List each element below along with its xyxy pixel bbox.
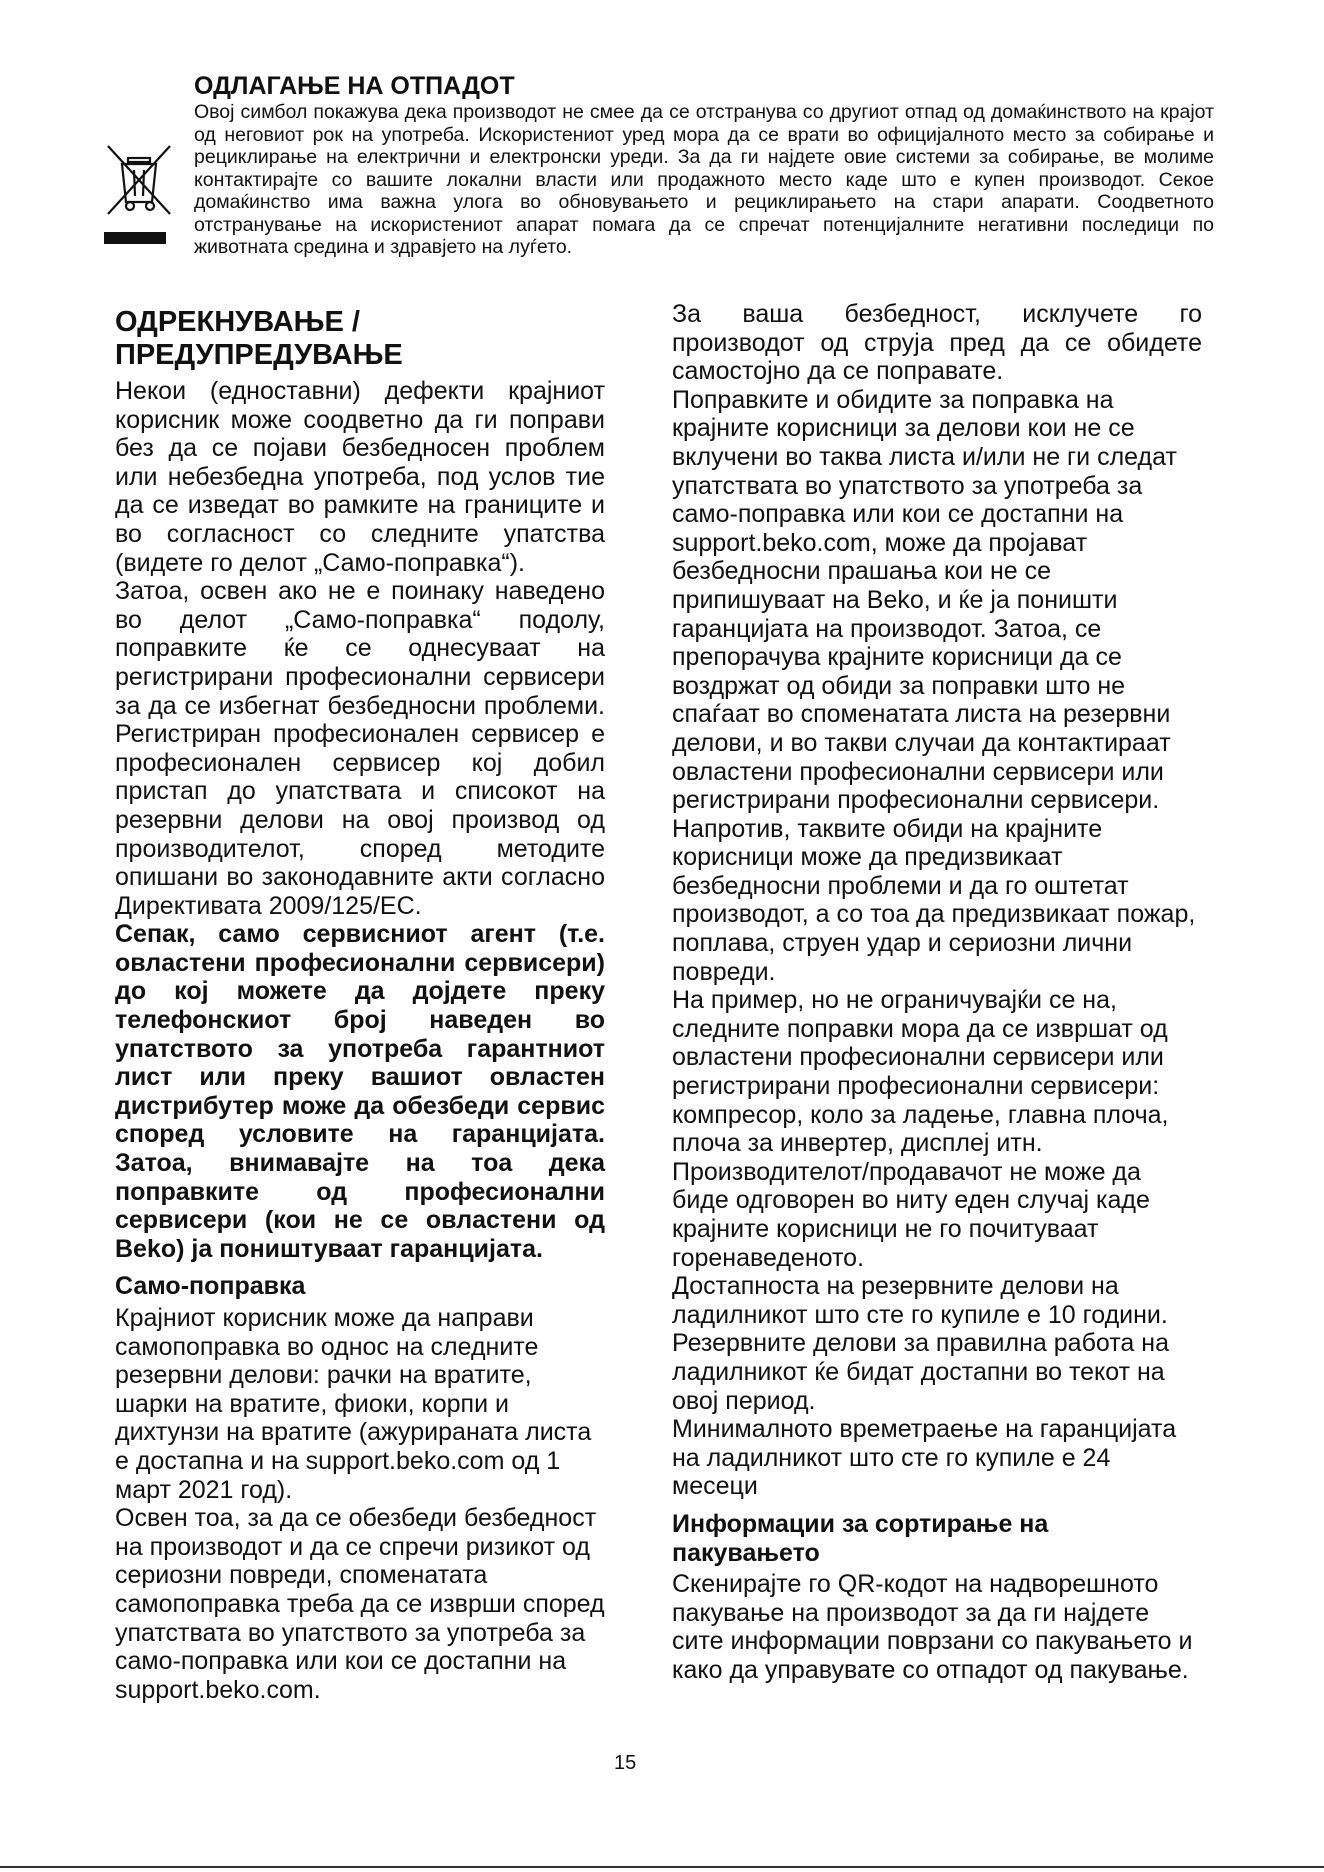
left-column xyxy=(115,300,605,1704)
disposal-text-block xyxy=(194,72,1214,259)
disposal-body: Овој симбол покажува дека производот не смее да се отстранува со другиот отпад од домаќинството на крајот од неговиот рок на употреба. Искористениот уред мора да се врати во официјалното место за собирање и рециклирање на електрични и електронски уреди. За да ги најдете овие системи за собирање, ве молиме контактирајте со вашите локални власти или продажното место каде што е купен производот. Секое домаќинство има важна улога во обновувањето и рециклирањето на стари апарати. Соодветното отстранување на искористениот апарат помага да се спречат потенцијалните негативни последици по животната средина и здравјето на луѓето. xyxy=(194,101,1214,258)
warranty-duration-paragraph: Минималното времетраење на гаранцијата на ладилникот што сте го купиле е 24 месеци xyxy=(672,1415,1177,1501)
right-column xyxy=(672,300,1202,1685)
disclaimer-warranty-warning: Сепак, само сервисниот агент (т.е. овластени професионални сервисери) до кој можете да дојдете преку телефонскиот број наведен во упатството за употреба гарантниот лист или преку вашиот овластен дистрибутер може да обезбеди сервис според условите на гаранцијата. Затоа, внимавајте на тоа дека поправките од професионални сервисери (кои не се овластени од Beko) ја поништуваат гаранцијата. xyxy=(115,920,605,1263)
weee-underline-bar xyxy=(104,232,166,244)
packaging-heading: Информации за сортирање на пакувањето xyxy=(672,1509,1049,1567)
safety-unplug-paragraph: За ваша безбедност, исклучете го производот од струја пред да се обидете самостојно да се поправате. xyxy=(672,300,1202,386)
page-number: 15 xyxy=(614,1752,637,1774)
authorized-repairs-paragraph: На пример, но не ограничувајќи се на, следните поправки мора да се извршат од овластени професионални сервисери или регистрирани професионални сервисери: компресор, коло за ладење, главна плоча, плоча за инвертер, дисплеј итн. Производителот/продавачот не може да биде одговорен во ниту еден случај каде крајните корисници не го почитуваат горенаведеното. xyxy=(672,986,1169,1272)
self-repair-paragraph-1: Крајниот корисник може да направи самопоправка во однос на следните резервни делови: рачки на вратите, шарки на вратите, фиоки, корпи и дихтунзи на вратите (ажурираната листа е достапна и на support.beko.com од 1 март 2021 год). xyxy=(115,1304,592,1504)
spare-parts-availability-paragraph: Достапноста на резервните делови на ладилникот што сте го купиле е 10 години. Резервните делови за правилна работа на ладилникот ќе бидат достапни во текот на овој период. xyxy=(672,1272,1169,1415)
self-repair-heading: Само-поправка xyxy=(115,1272,306,1301)
unauthorized-repair-paragraph: Поправките и обидите за поправка на крајните корисници за делови кои не се вклучени во таква листа и/или не ги следат упатствата во упатството за употреба за само-поправка или кои се достапни на support.beko.com, може да пројават безбедносни прашања кои не се припишуваат на Beko, и ќе ја поништи гаранцијата на производот. Затоа, се препорачува крајните корисници да се воздржат од обиди за поправки што не спаѓаат во споменатата листа на резервни делови, и во такви случаи да контактираат овластени професионални сервисери или регистрирани професионални сервисери. Напротив, таквите обиди на крајните корисници може да предизвикаат безбедносни проблеми и да го оштетат производот, а со тоа да предизвикаат пожар, поплава, струен удар и сериозни лични повреди. xyxy=(672,385,1196,986)
crossed-out-wheelie-bin-icon xyxy=(104,142,174,222)
packaging-paragraph: Скенирајте го QR-кодот на надворешното пакување на производот за да ги најдете сите информации поврзани со пакувањето и како да управувате со отпадот од пакување. xyxy=(672,1570,1193,1684)
disclaimer-paragraph-2: Затоа, освен ако не е поинаку наведено во делот „Само-поправка“ подолу, поправките ќе се однесуваат на регистрирани професионални сервисери за да се избегнат безбедносни проблеми. Регистриран професионален сервисер е професионален сервисер кој добил пристап до упатствата и списокот на резервни делови на овој производ од производителот, според методите опишани во законодавните акти согласно Директивата 2009/125/ЕС. xyxy=(115,577,605,920)
bottom-divider xyxy=(0,1866,1324,1868)
disclaimer-heading xyxy=(115,306,605,372)
disclaimer-heading-line2: ПРЕДУПРЕДУВАЊЕ xyxy=(115,339,403,371)
self-repair-paragraph-2: Освен тоа, за да се обезбеди безбедност на производот и да се спречи ризикот од сериозни повреди, споменатата самопоправка треба да се изврши според упатствата во упатството за употреба за само-поправка или кои се достапни на support.beko.com. xyxy=(115,1504,605,1704)
disposal-title: ОДЛАГАЊЕ НА ОТПАДОТ xyxy=(194,72,515,100)
disclaimer-heading-line1: ОДРЕКНУВАЊЕ / xyxy=(115,306,360,338)
disclaimer-paragraph-1: Некои (едноставни) дефекти крајниот корисник може соодветно да ги поправи без да се појави безбедносен проблем или небезбедна употреба, под услов тие да се изведат во рамките на границите и во согласност со следните упатства (видете го делот „Само-поправка“). xyxy=(115,377,605,577)
